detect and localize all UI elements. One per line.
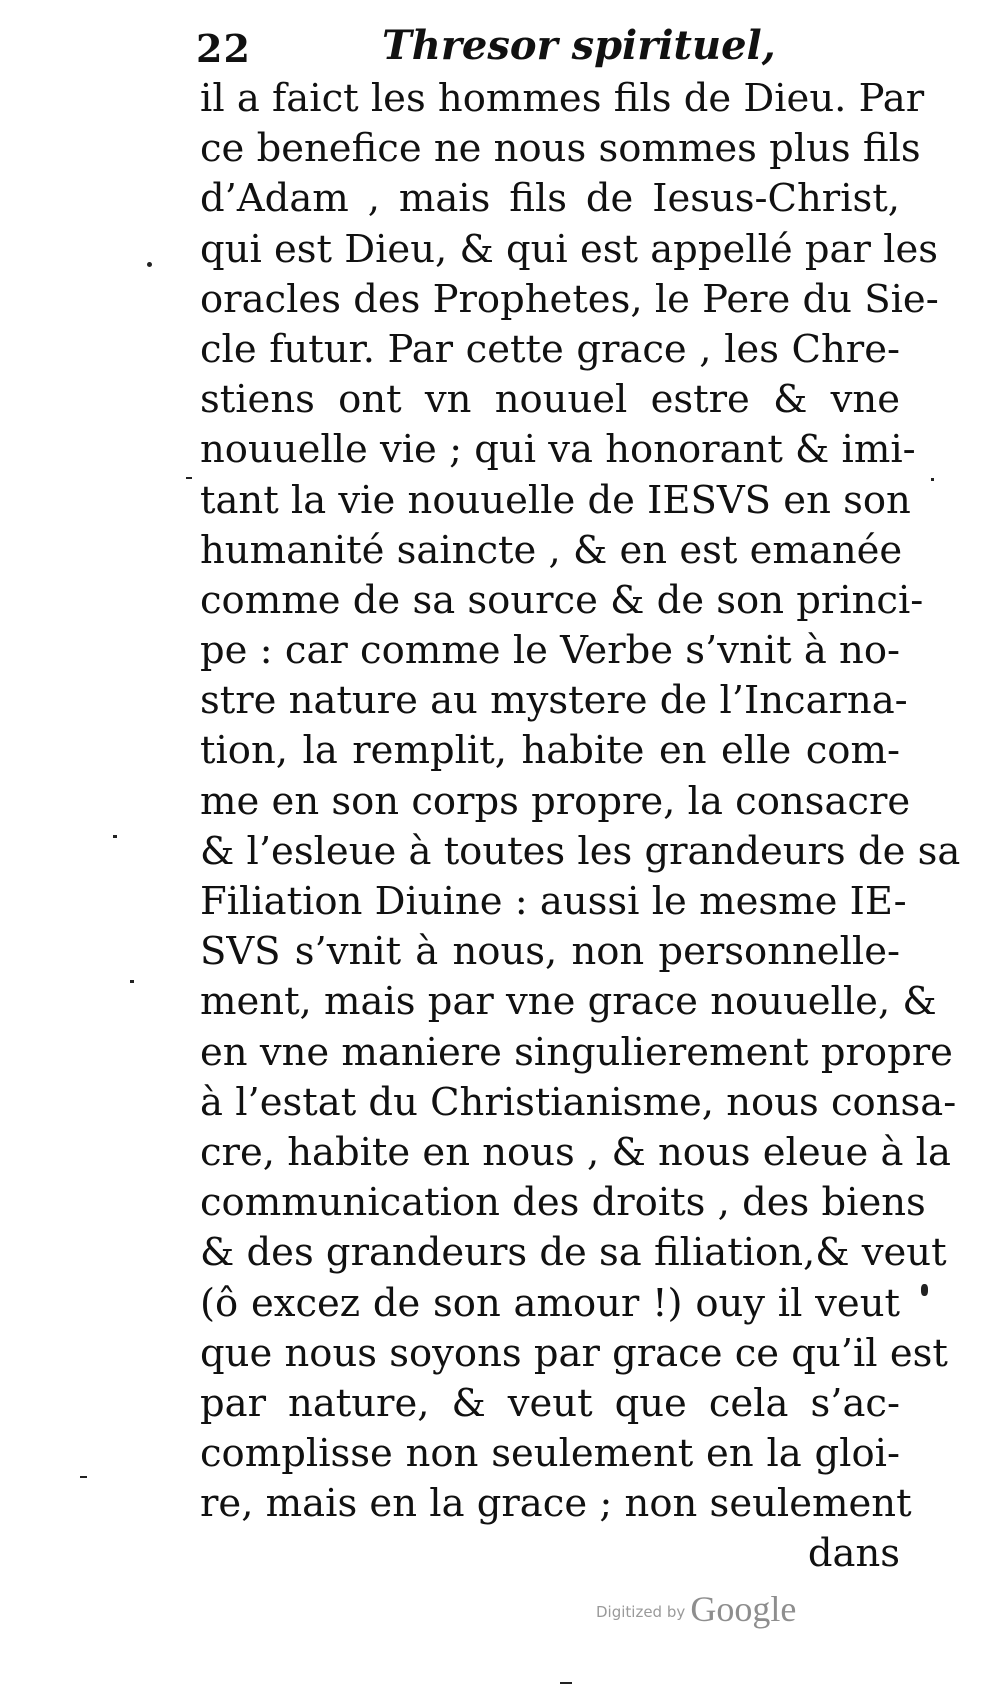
text-line: d’Adam , mais fils de Iesus-Christ, — [200, 176, 900, 222]
text-line: me en son corps propre, la consacre — [200, 778, 911, 824]
text-line: pe : car comme le Verbe s’vnit à no- — [200, 628, 901, 674]
scan-speck — [921, 1284, 928, 1296]
scan-speck — [186, 477, 192, 479]
text-line: comme de sa source & de son princi- — [200, 577, 924, 623]
google-logo: Google — [690, 1589, 797, 1629]
text-line: tant la vie nouuelle de IESVS en son — [200, 477, 911, 523]
text-line: tion, la remplit, habite en elle com- — [200, 728, 900, 774]
text-line: communication des droits , des biens — [200, 1180, 926, 1226]
running-title: Thresor spirituel, — [382, 22, 776, 69]
text-line: Filiation Diuine : aussi le mesme IE- — [200, 879, 907, 924]
text-line: oracles des Prophetes, le Pere du Sie- — [200, 276, 939, 322]
text-line: stre nature au mystere de l’Incarna- — [200, 678, 908, 724]
text-line: SVS s’vnit à nous, non personnelle- — [200, 929, 900, 975]
text-line: en vne maniere singulierement propre — [200, 1029, 953, 1075]
scan-speck — [147, 262, 152, 267]
text-line: re, mais en la grace ; non seulement — [200, 1481, 912, 1527]
page-number: 22 — [196, 26, 251, 71]
digitized-by-google-watermark — [596, 1588, 796, 1630]
catchword: dans — [807, 1531, 900, 1577]
text-line: cle futur. Par cette grace , les Chre- — [200, 326, 900, 372]
text-line: & des grandeurs de sa filiation,& veut — [200, 1230, 947, 1276]
text-line: ce benefice ne nous sommes plus fils — [200, 126, 921, 172]
text-line: nouuelle vie ; qui va honorant & imi- — [200, 427, 916, 473]
text-line: à l’estat du Christianisme, nous consa- — [200, 1079, 957, 1125]
text-line: & l’esleue à toutes les grandeurs de sa — [200, 828, 961, 874]
text-line: cre, habite en nous , & nous eleue à la — [200, 1129, 951, 1175]
body-text — [200, 74, 961, 1580]
scan-speck — [113, 835, 117, 838]
text-line: il a faict les hommes fils de Dieu. Par — [200, 76, 925, 121]
text-line: complisse non seulement en la gloi- — [200, 1431, 900, 1477]
text-line: que nous soyons par grace ce qu’il est — [200, 1330, 948, 1376]
page-header — [196, 22, 776, 72]
scan-speck — [130, 980, 134, 983]
text-line: humanité saincte , & en est emanée — [200, 527, 903, 573]
scan-speck — [80, 1476, 87, 1478]
digitized-by-label: Digitized by — [596, 1603, 686, 1621]
text-line: ment, mais par vne grace nouuelle, & — [200, 979, 937, 1025]
text-line: stiens ont vn nouuel estre & vne — [200, 377, 900, 423]
text-line: qui est Dieu, & qui est appellé par les — [200, 226, 939, 272]
scan-speck — [931, 478, 934, 481]
text-line: (ô excez de son amour !) ouy il veut — [200, 1280, 900, 1326]
scan-speck — [560, 1682, 572, 1684]
text-line: par nature, & veut que cela s’ac- — [200, 1380, 900, 1426]
